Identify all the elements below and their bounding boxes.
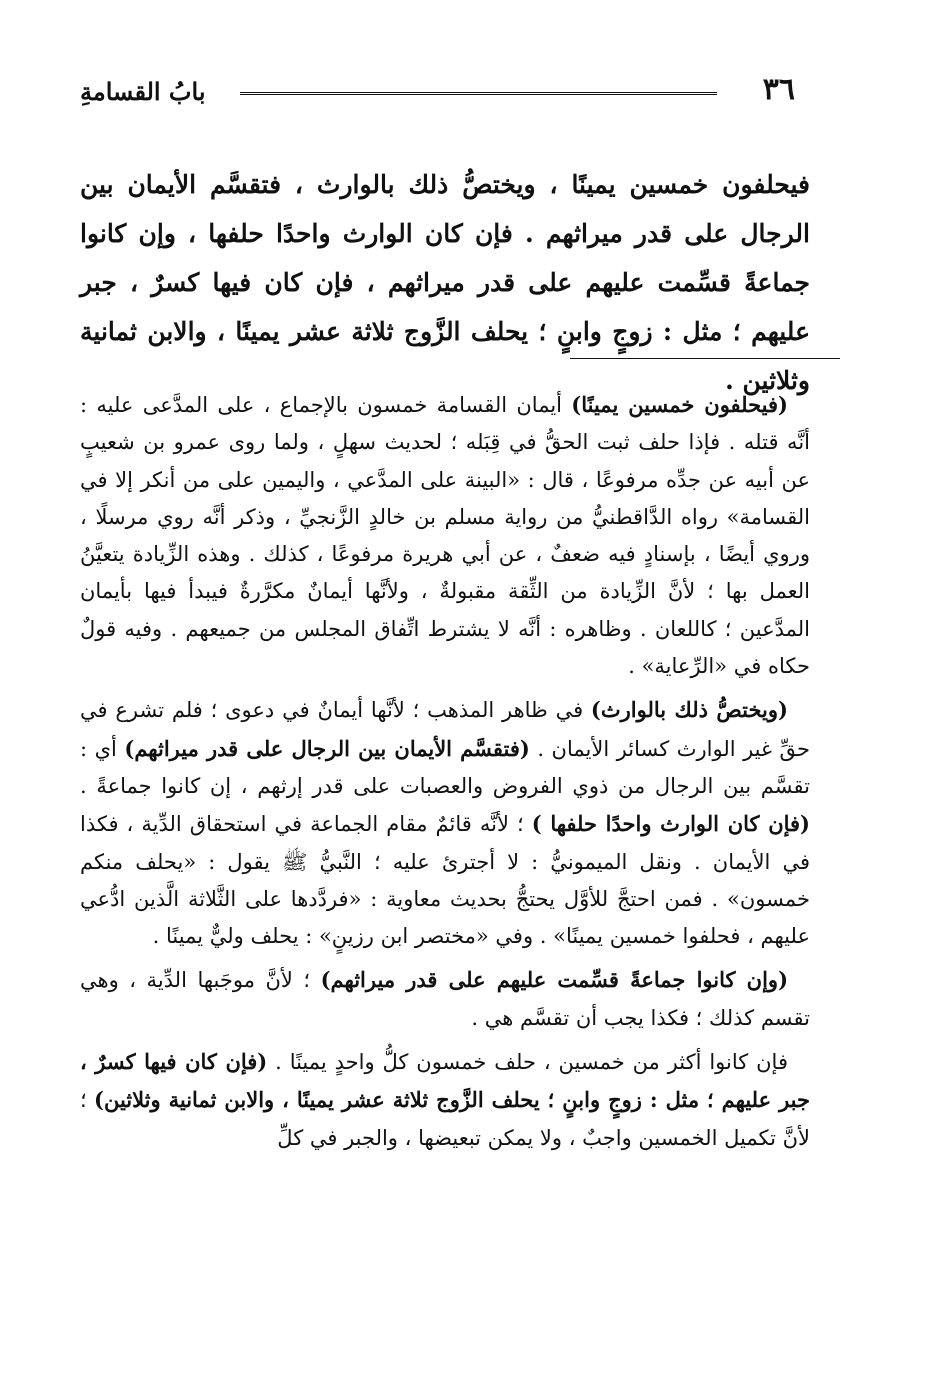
commentary-text: أيمان القسامة خمسون بالإجماع ، على المدَّعى عليه : أنَّه قتله . فإذا حلف ثبت الحقُّ في قِبَله ؛ لحديث سهلٍ ، ولما روى عمرو بن شعيبٍ عن أبيه عن جدِّه مرفوعًا ، قال : «البينة على المدَّعي ، واليمين على من أنكر إلا في القسامة» رواه الدَّاقطنيُّ من رواية مسلم بن خالدٍ الزَّنجيِّ ، وذكر أنَّه روي مرسلًا ، وروي أيضًا ، بإسنادٍ فيه ضعفٌ ، عن أبي هريرة مرفوعًا ، كذلك . وهذه الزِّيادة يتعيَّنُ العمل بها ؛ لأنَّ الزِّيادة من الثِّقة مقبولةٌ ، ولأنَّها أيمانٌ مكرَّرةٌ فيبدأ فيها بأيمان المدَّعين ؛ كاللعان . وظاهره : أنَّه لا يشترط اتِّفاق المجلس من جميعهم . وفيه قولٌ حكاه في «الرِّعاية» .	[80, 393, 810, 679]
lemma: (فيحلفون خمسين يمينًا)	[571, 392, 788, 417]
commentary-text: فإن كانوا أكثر من خمسين ، حلف خمسون كلُّ واحدٍ يمينًا .	[267, 1050, 788, 1075]
commentary-text: أي : تقسَّم بين الرجال من ذوي الفروض والعصبات على قدر إرثهم ، إن كانوا جماعةً .	[80, 736, 810, 798]
footnote-divider	[570, 358, 840, 359]
commentary-paragraph-4	[80, 1043, 810, 1157]
main-text-paragraph: فيحلفون خمسين يمينًا ، ويختصُّ ذلك بالوارث ، فتقسَّم الأيمان بين الرجال على قدر ميراثهم . فإن كان الوارث واحدًا حلفها ، وإن كانوا جماعةً قسِّمت عليهم على قدر ميراثهم ، فإن كان فيها كسرٌ ، جبر عليهم ؛ مثل : زوجٍ وابنٍ ؛ يحلف الزَّوج ثلاثة عشر يمينًا ، والابن ثمانية وثلاثين .	[80, 170, 810, 395]
commentary-paragraph-1	[80, 386, 810, 685]
commentary-text: ؛ لأنَّ موجَبها الدِّية ، وهي تقسم كذلك ؛ فكذا يجب أن تقسَّم هي .	[80, 968, 810, 1030]
running-title: بابُ القسامةِ	[80, 77, 206, 106]
lemma: (ويختصُّ ذلك بالوارث)	[590, 697, 788, 723]
lemma: (فإن كان الوارث واحدًا حلفها )	[531, 811, 810, 837]
header-rule	[240, 92, 717, 95]
page-number: ٣٦	[762, 72, 795, 107]
page-header	[80, 72, 795, 112]
lemma: (فتقسَّم الأيمان بين الرجال على قدر ميراثهم)	[124, 735, 530, 761]
main-text	[80, 160, 810, 405]
lemma: (وإن كانوا جماعةً قسِّمت عليهم على قدر ميراثهم)	[320, 967, 789, 993]
commentary	[80, 386, 810, 1163]
commentary-text: ؛ لأنَّه قائمٌ مقام الجماعة في استحقاق الدِّية ، فكذا في الأيمان . ونقل الميمونيُّ : لا أجترئ عليه ؛ النَّبيُّ ﷺ يقول : «يحلف منكم خمسون» . فمن احتجَّ للأوَّل يحتجُّ بحديث معاوية : «فردَّدها على الثَّلاثة الَّذين ادُّعي عليهم ، فحلفوا خمسين يمينًا» . وفي «مختصر ابن رزينٍ» : يحلف وليٌّ يمينًا .	[80, 812, 810, 949]
commentary-paragraph-3	[80, 961, 810, 1037]
lemma: (فإن كان فيها كسرٌ ، جبر عليهم ؛ مثل : زوجٍ وابنٍ ؛ يحلف الزَّوج ثلاثة عشر يمينًا ، والابن ثمانية وثلاثين)	[80, 1049, 811, 1113]
commentary-text: في ظاهر المذهب ؛ لأنَّها أيمانٌ في دعوى ؛ فلم تشرع في حقِّ غير الوارث كسائر الأيمان .	[80, 698, 811, 761]
commentary-paragraph-2	[80, 691, 810, 955]
commentary-text: ؛ لأنَّ تكميل الخمسين واجبٌ ، ولا يمكن تبعيضها ، والجبر في كلِّ	[80, 1088, 810, 1150]
